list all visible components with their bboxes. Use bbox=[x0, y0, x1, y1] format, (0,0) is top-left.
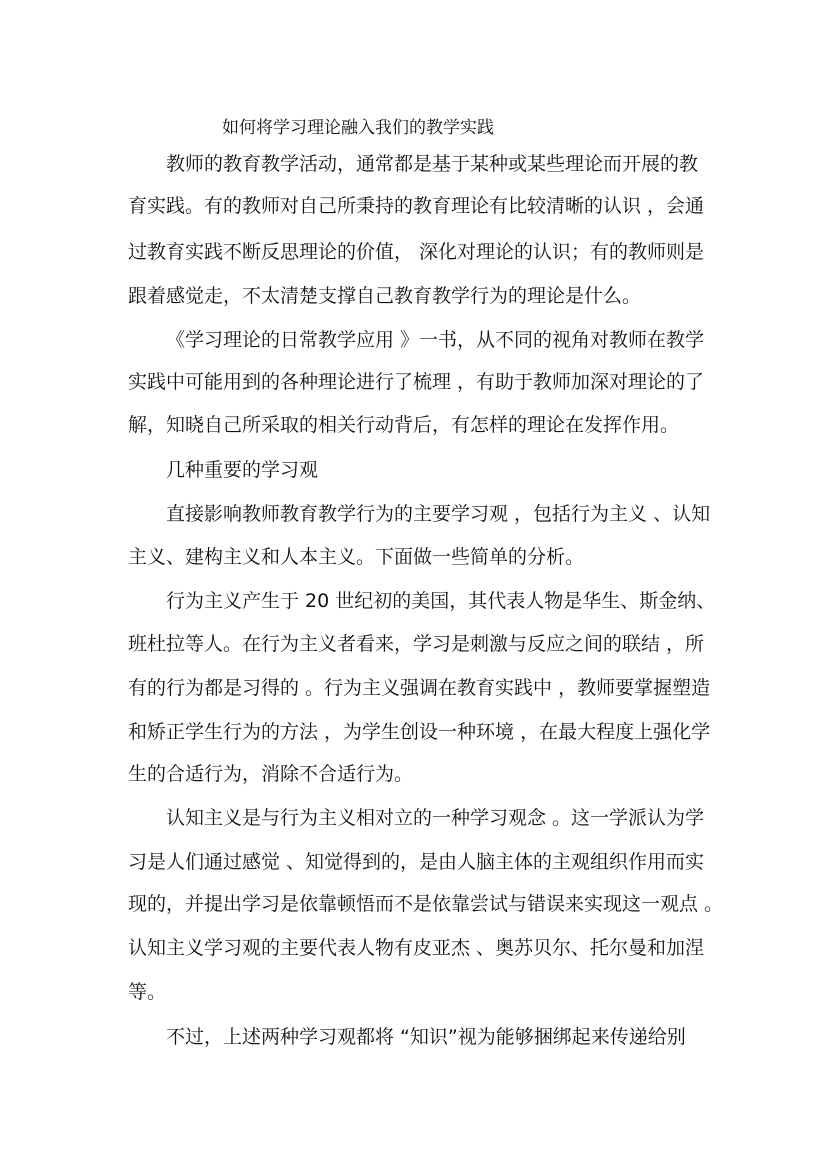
paragraph-line: 育实践。有的教师对自己所秉持的教育理论有比较清晰的认识 ，会通 bbox=[128, 195, 705, 217]
paragraph-line: 解，知晓自己所采取的相关行动背后，有怎样的理论在发挥作用。 bbox=[128, 414, 680, 436]
paragraph-line: 班杜拉等人。在行为主义者看来，学习是刺激与反应之间的联结 ，所 bbox=[128, 633, 705, 655]
paragraph-line: 过教育实践不断反思理论的价值， 深化对理论的认识；有的教师则是 bbox=[128, 241, 705, 263]
paragraph-line: 和矫正学生行为的方法 ，为学生创设一种环境 ，在最大程度上强化学 bbox=[128, 721, 711, 743]
document-title: 如何将学习理论融入我们的教学实践 bbox=[222, 118, 494, 138]
paragraph-line: 现的，并提出学习是依靠顿悟而不是依靠尝试与错误来实现这一观点 。 bbox=[128, 893, 724, 915]
paragraph-line: 认知主义是与行为主义相对立的一种学习观念 。这一学派认为学 bbox=[166, 807, 705, 829]
paragraph-line: 直接影响教师教育教学行为的主要学习观 ，包括行为主义 、认知 bbox=[166, 503, 711, 525]
paragraph-line: 有的行为都是习得的 。行为主义强调在教育实践中 ，教师要掌握塑造 bbox=[128, 677, 711, 699]
paragraph-line: 主义、建构主义和人本主义。下面做一些简单的分析。 bbox=[128, 546, 585, 568]
paragraph-line: 习是人们通过感觉 、知觉得到的，是由人脑主体的主观组织作用而实 bbox=[128, 851, 705, 873]
paragraph-line: 实践中可能用到的各种理论进行了梳理 ，有助于教师加深对理论的了 bbox=[128, 371, 705, 393]
paragraph-line: 生的合适行为，消除不合适行为。 bbox=[128, 763, 414, 785]
paragraph-line: 行为主义产生于 20 世纪初的美国，其代表人物是华生、斯金纳、 bbox=[166, 590, 716, 612]
paragraph-line: 等。 bbox=[128, 981, 167, 1003]
section-heading: 几种重要的学习观 bbox=[166, 459, 319, 481]
paragraph-line: 跟着感觉走，不太清楚支撑自己教育教学行为的理论是什么。 bbox=[128, 285, 642, 307]
paragraph-line: 《学习理论的日常教学应用 》一书，从不同的视角对教师在教学 bbox=[166, 329, 705, 351]
paragraph-line: 认知主义学习观的主要代表人物有皮亚杰 、奥苏贝尔、托尔曼和加涅 bbox=[128, 937, 705, 959]
paragraph-line: 教师的教育教学活动，通常都是基于某种或某些理论而开展的教 bbox=[166, 153, 699, 175]
paragraph-line: 不过，上述两种学习观都将 “知识”视为能够捆绑起来传递给别 bbox=[166, 1026, 686, 1048]
